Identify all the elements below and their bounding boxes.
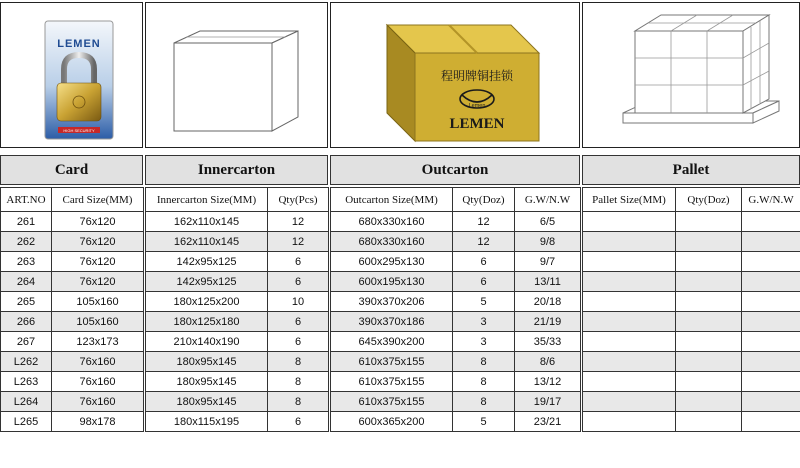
cell-pallet-size — [583, 352, 676, 372]
table-row — [1, 232, 800, 252]
table-row — [1, 372, 800, 392]
cell-innercarton-size: 180x95x145 — [146, 372, 268, 392]
cell-innercarton-size: 142x95x125 — [146, 272, 268, 292]
table-row — [1, 252, 800, 272]
cell-innercarton-size: 180x115x195 — [146, 412, 268, 432]
cell-pallet-qty — [676, 252, 742, 272]
card-image-cell — [0, 2, 143, 148]
cell-pallet-size — [583, 212, 676, 232]
cell-pallet-size — [583, 232, 676, 252]
cell-innercarton-qty: 6 — [268, 312, 329, 332]
cell-outcarton-qty: 12 — [453, 232, 515, 252]
card-tag-text: HIGH SECURITY — [63, 128, 95, 133]
section-header-outcarton: Outcarton — [330, 155, 580, 185]
cell-pallet-qty — [676, 212, 742, 232]
cell-outcarton-qty: 12 — [453, 212, 515, 232]
cell-innercarton-qty: 12 — [268, 232, 329, 252]
cell-innercarton-qty: 8 — [268, 372, 329, 392]
cell-outcarton-weight: 13/11 — [515, 272, 581, 292]
cell-art-no: 264 — [1, 272, 52, 292]
cell-pallet-weight — [742, 352, 800, 372]
cell-card-size: 98x178 — [52, 412, 144, 432]
cell-outcarton-qty: 6 — [453, 252, 515, 272]
pallet-stack-image — [583, 3, 799, 147]
cell-card-size: 76x120 — [52, 212, 144, 232]
outcarton-box-image — [331, 3, 579, 147]
col-outcarton-qty: Qty(Doz) — [453, 188, 515, 212]
cell-innercarton-qty: 6 — [268, 412, 329, 432]
cell-outcarton-weight: 20/18 — [515, 292, 581, 312]
cell-card-size: 76x160 — [52, 352, 144, 372]
column-header-row — [1, 188, 800, 212]
col-innercarton-qty: Qty(Pcs) — [268, 188, 329, 212]
table-row — [1, 312, 800, 332]
col-card-size: Card Size(MM) — [52, 188, 144, 212]
cell-innercarton-size: 180x125x200 — [146, 292, 268, 312]
cell-pallet-weight — [742, 292, 800, 312]
pallet-image-cell — [582, 2, 800, 148]
table-row — [1, 272, 800, 292]
cell-innercarton-qty: 6 — [268, 332, 329, 352]
cell-card-size: 105x160 — [52, 292, 144, 312]
padlock-card-image — [1, 3, 142, 147]
cell-innercarton-size: 180x95x145 — [146, 352, 268, 372]
col-art-no: ART.NO — [1, 188, 52, 212]
cell-outcarton-size: 600x195x130 — [331, 272, 453, 292]
col-pallet-size: Pallet Size(MM) — [583, 188, 676, 212]
cell-card-size: 105x160 — [52, 312, 144, 332]
table-row — [1, 332, 800, 352]
cell-innercarton-qty: 10 — [268, 292, 329, 312]
cell-pallet-qty — [676, 412, 742, 432]
cell-outcarton-size: 610x375x155 — [331, 372, 453, 392]
cell-art-no: 267 — [1, 332, 52, 352]
section-header-pallet: Pallet — [582, 155, 800, 185]
cell-innercarton-size: 210x140x190 — [146, 332, 268, 352]
cell-pallet-size — [583, 292, 676, 312]
cell-pallet-qty — [676, 292, 742, 312]
cell-outcarton-weight: 8/6 — [515, 352, 581, 372]
cell-art-no: 266 — [1, 312, 52, 332]
cell-outcarton-weight: 19/17 — [515, 392, 581, 412]
outcarton-chinese-text: 程明牌铜挂锁 — [440, 69, 514, 83]
cell-outcarton-qty: 8 — [453, 372, 515, 392]
cell-card-size: 76x160 — [52, 372, 144, 392]
cell-outcarton-size: 610x375x155 — [331, 352, 453, 372]
section-header-innercarton: Innercarton — [145, 155, 328, 185]
cell-outcarton-weight: 13/12 — [515, 372, 581, 392]
cell-pallet-weight — [742, 412, 800, 432]
cell-pallet-weight — [742, 392, 800, 412]
cell-outcarton-weight: 9/7 — [515, 252, 581, 272]
cell-pallet-qty — [676, 332, 742, 352]
cell-pallet-qty — [676, 272, 742, 292]
cell-innercarton-qty: 12 — [268, 212, 329, 232]
cell-pallet-size — [583, 332, 676, 352]
cell-pallet-weight — [742, 332, 800, 352]
cell-art-no: L264 — [1, 392, 52, 412]
cell-outcarton-qty: 6 — [453, 272, 515, 292]
cell-outcarton-size: 390x370x206 — [331, 292, 453, 312]
cell-art-no: 262 — [1, 232, 52, 252]
cell-card-size: 76x120 — [52, 232, 144, 252]
col-outcarton-size: Outcarton Size(MM) — [331, 188, 453, 212]
col-outcarton-weight: G.W/N.W — [515, 188, 581, 212]
cell-pallet-weight — [742, 232, 800, 252]
cell-card-size: 123x173 — [52, 332, 144, 352]
outcarton-brand-text: LEMEN — [449, 116, 505, 132]
cell-outcarton-size: 600x295x130 — [331, 252, 453, 272]
cell-outcarton-qty: 3 — [453, 332, 515, 352]
innercarton-box-image — [146, 3, 327, 147]
cell-outcarton-size: 600x365x200 — [331, 412, 453, 432]
cell-outcarton-qty: 5 — [453, 412, 515, 432]
cell-outcarton-size: 680x330x160 — [331, 232, 453, 252]
cell-pallet-qty — [676, 232, 742, 252]
cell-pallet-weight — [742, 252, 800, 272]
cell-pallet-size — [583, 372, 676, 392]
cell-innercarton-size: 142x95x125 — [146, 252, 268, 272]
cell-outcarton-qty: 3 — [453, 312, 515, 332]
cell-pallet-qty — [676, 392, 742, 412]
cell-outcarton-size: 680x330x160 — [331, 212, 453, 232]
table-row — [1, 212, 800, 232]
cell-pallet-size — [583, 252, 676, 272]
cell-pallet-size — [583, 412, 676, 432]
cell-art-no: 265 — [1, 292, 52, 312]
cell-outcarton-qty: 8 — [453, 352, 515, 372]
spec-table — [0, 187, 800, 432]
section-header-card: Card — [0, 155, 143, 185]
cell-pallet-qty — [676, 352, 742, 372]
cell-pallet-size — [583, 392, 676, 412]
cell-pallet-weight — [742, 212, 800, 232]
cell-card-size: 76x120 — [52, 252, 144, 272]
cell-outcarton-weight: 6/5 — [515, 212, 581, 232]
cell-innercarton-qty: 6 — [268, 272, 329, 292]
outcarton-logo-text: Lemen — [468, 103, 486, 109]
outcarton-image-cell — [330, 2, 580, 148]
cell-outcarton-weight: 9/8 — [515, 232, 581, 252]
cell-art-no: L263 — [1, 372, 52, 392]
cell-innercarton-size: 162x110x145 — [146, 232, 268, 252]
innercarton-image-cell — [145, 2, 328, 148]
cell-pallet-weight — [742, 372, 800, 392]
col-pallet-qty: Qty(Doz) — [676, 188, 742, 212]
cell-pallet-weight — [742, 312, 800, 332]
cell-card-size: 76x120 — [52, 272, 144, 292]
image-row — [0, 0, 800, 150]
cell-innercarton-size: 162x110x145 — [146, 212, 268, 232]
cell-outcarton-qty: 8 — [453, 392, 515, 412]
cell-outcarton-size: 645x390x200 — [331, 332, 453, 352]
cell-innercarton-qty: 8 — [268, 392, 329, 412]
cell-pallet-size — [583, 272, 676, 292]
cell-pallet-qty — [676, 312, 742, 332]
cell-innercarton-size: 180x95x145 — [146, 392, 268, 412]
col-pallet-weight: G.W/N.W — [742, 188, 800, 212]
col-innercarton-size: Innercarton Size(MM) — [146, 188, 268, 212]
cell-outcarton-weight: 35/33 — [515, 332, 581, 352]
cell-innercarton-qty: 8 — [268, 352, 329, 372]
card-brand-text: LEMEN — [57, 38, 101, 50]
table-row — [1, 412, 800, 432]
cell-art-no: 263 — [1, 252, 52, 272]
table-row — [1, 292, 800, 312]
cell-outcarton-weight: 23/21 — [515, 412, 581, 432]
cell-outcarton-qty: 5 — [453, 292, 515, 312]
cell-card-size: 76x160 — [52, 392, 144, 412]
cell-art-no: L265 — [1, 412, 52, 432]
cell-pallet-size — [583, 312, 676, 332]
cell-art-no: 261 — [1, 212, 52, 232]
table-row — [1, 392, 800, 412]
table-row — [1, 352, 800, 372]
cell-outcarton-size: 610x375x155 — [331, 392, 453, 412]
cell-outcarton-weight: 21/19 — [515, 312, 581, 332]
cell-innercarton-size: 180x125x180 — [146, 312, 268, 332]
cell-pallet-weight — [742, 272, 800, 292]
cell-art-no: L262 — [1, 352, 52, 372]
cell-pallet-qty — [676, 372, 742, 392]
cell-outcarton-size: 390x370x186 — [331, 312, 453, 332]
cell-innercarton-qty: 6 — [268, 252, 329, 272]
